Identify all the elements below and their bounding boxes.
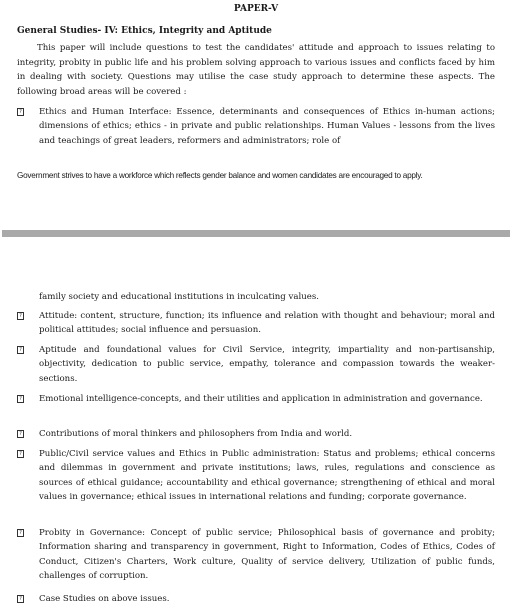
intro-paragraph: This paper will include questions to test the candidates' attitude and approach to issues relating to integrity, probity in public life and his problem solving approach to various issues and conflicts faced by him in dealing with society. Questions may utilise the case study approach to determine these aspects. The following broad areas will be covered : bbox=[17, 43, 495, 97]
missing-glyph-bullet-icon: ? bbox=[18, 596, 22, 602]
list-item-text: Aptitude and foundational values for Civil Service, integrity, impartiality and non-partisanship, objectivity, dedication to public service, empathy, tolerance and compassion towards the weaker-sections. bbox=[39, 345, 495, 384]
list-item-text: Contributions of moral thinkers and philosophers from India and world. bbox=[39, 429, 353, 439]
missing-glyph-bullet-icon: ? bbox=[18, 396, 22, 402]
list-item-text: Public/Civil service values and Ethics in Public administration: Status and problems; ethical concerns and dilemmas in government and private institutions; laws, rules, regulations and conscience as sources of ethical guidance; accountability and ethical governance; strengthening of ethical and moral values in governance; ethical issues in international relations and funding; corporate governance. bbox=[39, 449, 495, 502]
list-item-public-service-values bbox=[17, 447, 495, 504]
missing-glyph-bullet-icon: ? bbox=[18, 530, 22, 536]
paper-title: PAPER-V bbox=[233, 4, 279, 14]
list-item-text: Emotional intelligence-concepts, and their utilities and application in administration and governance. bbox=[39, 394, 483, 404]
subject-title: General Studies- IV: Ethics, Integrity and Aptitude bbox=[17, 26, 272, 36]
list-item-text: Attitude: content, structure, function; its influence and relation with thought and behaviour; moral and political attitudes; social influence and persuasion. bbox=[39, 311, 495, 336]
recruitment-notice: Government strives to have a workforce which reflects gender balance and women candidates are encouraged to apply. bbox=[17, 171, 423, 180]
list-item-emotional-intelligence bbox=[17, 392, 495, 406]
missing-glyph-bullet-icon: ? bbox=[18, 347, 22, 353]
list-item-text: Case Studies on above issues. bbox=[39, 594, 170, 604]
missing-glyph-bullet-icon: ? bbox=[18, 313, 22, 319]
list-item-probity-governance bbox=[17, 526, 495, 583]
list-item-moral-thinkers bbox=[17, 427, 495, 441]
list-item-text: Probity in Governance: Concept of public service; Philosophical basis of governance and probity; Information sharing and transparency in government, Right to Information, Codes of Ethics, Codes of Conduct, Citizen's Charters, Work culture, Quality of service delivery, Utilization of public funds, challenges of corruption. bbox=[39, 528, 495, 581]
list-item-text: Ethics and Human Interface: Essence, determinants and consequences of Ethics in-human actions; dimensions of ethics; ethics - in private and public relationships. Human Values - lessons from the lives and teachings of great leaders, reformers and administrators; role of bbox=[39, 107, 495, 146]
missing-glyph-bullet-icon: ? bbox=[18, 431, 22, 437]
list-item-aptitude bbox=[17, 343, 495, 386]
page-break-divider bbox=[2, 230, 510, 237]
list-item-continuation: family society and educational institutions in inculcating values. bbox=[39, 292, 319, 302]
list-item-ethics-human-interface bbox=[17, 105, 495, 148]
missing-glyph-bullet-icon: ? bbox=[18, 109, 22, 115]
missing-glyph-bullet-icon: ? bbox=[18, 451, 22, 457]
list-item-attitude bbox=[17, 309, 495, 338]
list-item-case-studies bbox=[17, 592, 495, 606]
